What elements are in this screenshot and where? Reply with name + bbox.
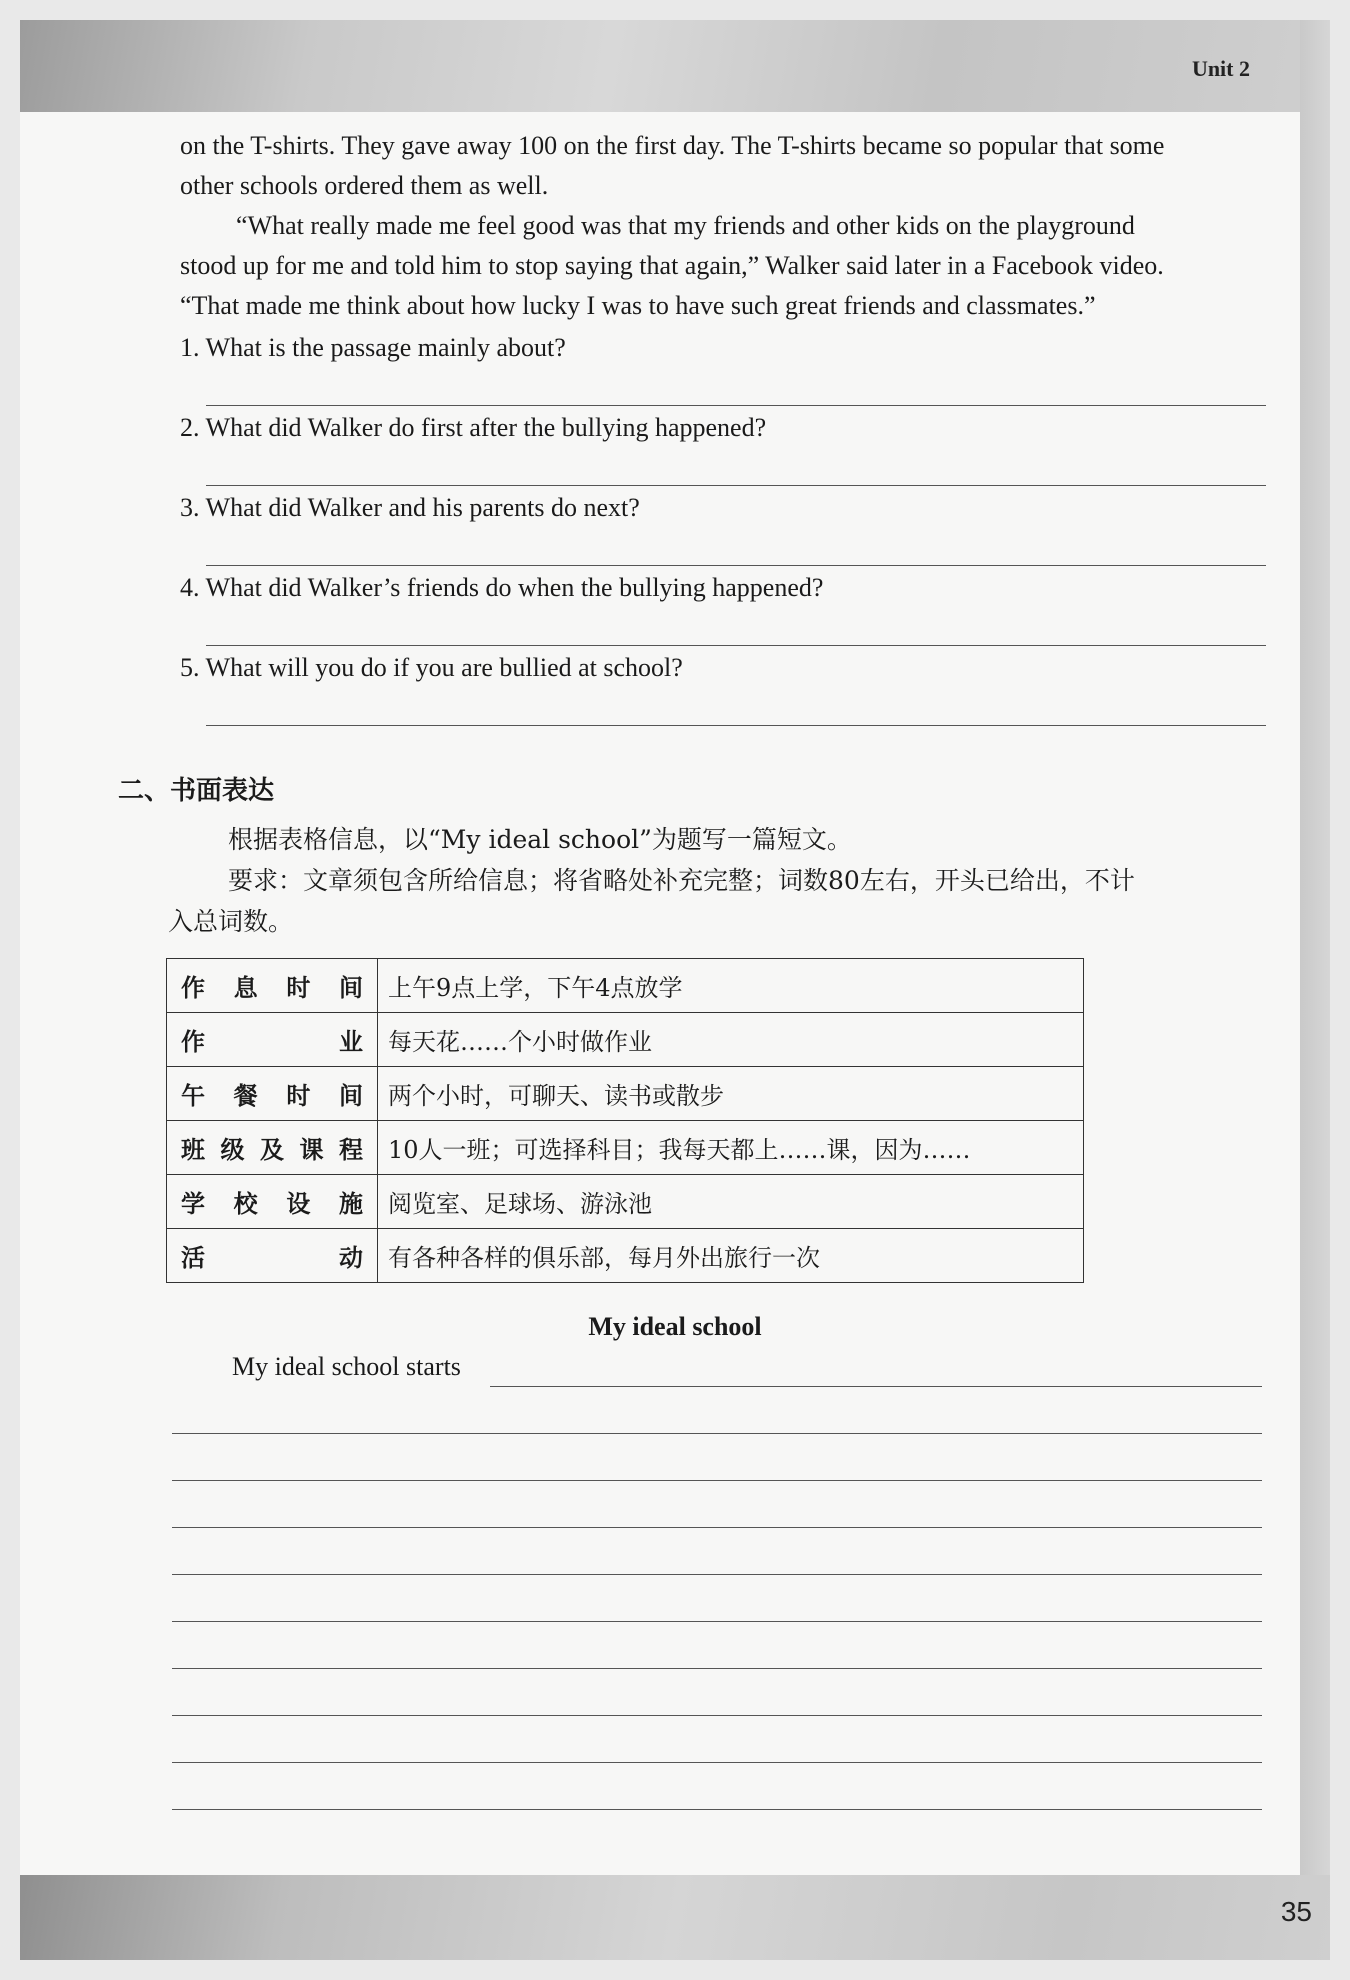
question-3: 3. What did Walker and his parents do next? (180, 493, 640, 522)
answer-line-1[interactable] (206, 405, 1266, 406)
passage-line: stood up for me and told him to stop saying that again,” Walker said later in a Facebook video. (180, 251, 1164, 280)
table-row (167, 1175, 1084, 1229)
question-1: 1. What is the passage mainly about? (180, 333, 566, 362)
answer-line-4[interactable] (206, 645, 1266, 646)
writing-line[interactable] (172, 1621, 1262, 1622)
table-value: 10人一班；可选择科目；我每天都上……课，因为…… (378, 1121, 1084, 1175)
table-value: 每天花……个小时做作业 (378, 1013, 1084, 1067)
page-number: 35 (1280, 1896, 1312, 1927)
table-row (167, 959, 1084, 1013)
passage-line: “That made me think about how lucky I was to have such great friends and classmates.” (180, 291, 1096, 320)
instruction-2: 要求：文章须包含所给信息；将省略处补充完整；词数80左右，开头已给出，不计 (228, 866, 1135, 895)
passage-line: other schools ordered them as well. (180, 171, 549, 200)
writing-line[interactable] (490, 1386, 1262, 1387)
table-row (167, 1229, 1084, 1283)
table-row (167, 1013, 1084, 1067)
question-5: 5. What will you do if you are bullied at school? (180, 653, 683, 682)
question-4: 4. What did Walker’s friends do when the bullying happened? (180, 573, 824, 602)
writing-line[interactable] (172, 1715, 1262, 1716)
footer-band (20, 1875, 1330, 1960)
table-value: 上午9点上学，下午4点放学 (378, 959, 1084, 1013)
essay-title: My ideal school (588, 1312, 762, 1341)
table-key: 作业 (167, 1013, 378, 1067)
unit-label: Unit 2 (1191, 56, 1250, 81)
passage-line: “What really made me feel good was that my friends and other kids on the playground (236, 211, 1135, 240)
writing-line[interactable] (172, 1809, 1262, 1810)
answer-line-2[interactable] (206, 485, 1266, 486)
writing-line[interactable] (172, 1433, 1262, 1434)
writing-line[interactable] (172, 1668, 1262, 1669)
table-row (167, 1121, 1084, 1175)
section-heading: 二、书面表达 (118, 776, 275, 806)
table-key: 作息时间 (167, 959, 378, 1013)
writing-line[interactable] (172, 1762, 1262, 1763)
answer-line-5[interactable] (206, 725, 1266, 726)
essay-start: My ideal school starts (232, 1352, 461, 1381)
table-key: 学校设施 (167, 1175, 378, 1229)
header-band (20, 20, 1330, 112)
table-value: 两个小时，可聊天、读书或散步 (378, 1067, 1084, 1121)
passage-line: on the T-shirts. They gave away 100 on the first day. The T-shirts became so popular that some (180, 131, 1165, 160)
instruction-1: 根据表格信息，以“My ideal school”为题写一篇短文。 (228, 825, 852, 854)
writing-line[interactable] (172, 1480, 1262, 1481)
table-key: 午餐时间 (167, 1067, 378, 1121)
instruction-2-cont: 入总词数。 (168, 907, 294, 936)
writing-line[interactable] (172, 1527, 1262, 1528)
info-table (166, 958, 1084, 1283)
table-row (167, 1067, 1084, 1121)
table-value: 有各种各样的俱乐部，每月外出旅行一次 (378, 1229, 1084, 1283)
table-key: 活动 (167, 1229, 378, 1283)
table-value: 阅览室、足球场、游泳池 (378, 1175, 1084, 1229)
answer-line-3[interactable] (206, 565, 1266, 566)
writing-line[interactable] (172, 1574, 1262, 1575)
right-margin-band (1300, 20, 1330, 1900)
table-key: 班级及课程 (167, 1121, 378, 1175)
question-2: 2. What did Walker do first after the bullying happened? (180, 413, 767, 442)
